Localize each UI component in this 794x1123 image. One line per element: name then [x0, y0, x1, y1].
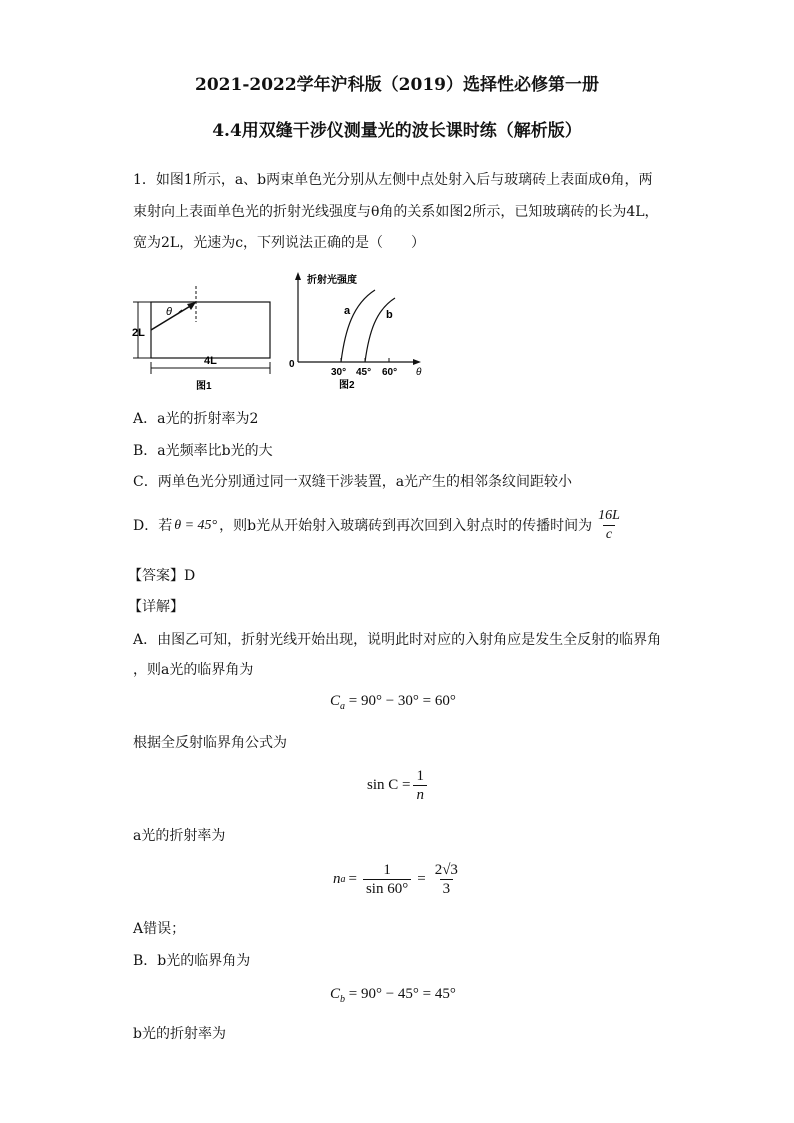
question-line-1: 1．如图1所示，a、b两束单色光分别从左侧中点处射入后与玻璃砖上表面成θ角，两 [133, 172, 653, 188]
theta-label: θ [166, 306, 172, 318]
length-label: 4L [204, 355, 217, 367]
curve-a-label: a [344, 305, 351, 317]
curve-b-label: b [386, 309, 393, 321]
tick-60: 60° [382, 367, 398, 378]
detail-label: 【详解】 [128, 599, 184, 615]
a-index-intro: a光的折射率为 [133, 828, 226, 844]
x-axis-label: θ [416, 367, 422, 378]
document-title: 2021-2022学年沪科版（2019）选择性必修第一册 [195, 75, 599, 95]
equation-sin-c: sin C = $\frac{1}{n}$ [367, 768, 430, 803]
a-wrong: A错误； [133, 921, 186, 937]
y-axis-label: 折射光强度 [307, 275, 357, 286]
option-d-prefix: D．若 [133, 517, 173, 534]
solution-a-line-2: ，则a光的临界角为 [133, 662, 254, 678]
option-d [133, 508, 626, 543]
origin-label: 0 [289, 359, 295, 370]
equation-critical-angle-b: $C_b = 90^\circ - 45^\circ = 45^\circ$ [330, 986, 456, 1005]
option-a: A．a光的折射率为2 [133, 411, 259, 427]
tick-45: 45° [356, 367, 372, 378]
curve-b [365, 298, 395, 362]
option-c: C．两单色光分别通过同一双缝干涉装置，a光产生的相邻条纹间距较小 [133, 474, 573, 490]
curve-a [341, 290, 375, 362]
option-b: B．a光频率比b光的大 [133, 443, 273, 459]
equation-critical-angle-a: $C_a = 90^\circ - 30^\circ = 60^\circ$ [330, 693, 456, 712]
figure-2-intensity-graph [285, 268, 435, 392]
option-d-fraction: $\frac{16L}{c}$ [598, 508, 620, 542]
document-subtitle: 4.4用双缝干涉仪测量光的波长课时练（解析版） [212, 121, 582, 141]
answer-label: 【答案】D [128, 568, 196, 584]
equation-index-a: n a = $\frac{1}{\sin 60^\circ}$ = $\frac{2√3}{3}$ [333, 862, 458, 897]
option-d-theta: θ = 45° [174, 517, 218, 533]
figure-1-glass-brick [130, 282, 280, 392]
option-d-text: ，则b光从开始射入玻璃砖到再次回到入射点时的传播时间为 [219, 517, 593, 534]
question-line-2: 束射向上表面单色光的折射光线强度与θ角的关系如图2所示，已知玻璃砖的长为4L， [133, 204, 659, 220]
solution-b-line-1: B．b光的临界角为 [133, 953, 251, 969]
question-line-3: 宽为2L，光速为c，下列说法正确的是（ ） [133, 235, 426, 251]
ray-arrowhead [187, 302, 196, 310]
width-label: 2L [132, 327, 145, 339]
b-index-intro: b光的折射率为 [133, 1026, 226, 1042]
tick-30: 30° [331, 367, 347, 378]
figure-2-caption: 图2 [339, 380, 355, 391]
figure-1-caption: 图1 [196, 381, 212, 392]
solution-a-line-1: A．由图乙可知，折射光线开始出现，说明此时对应的入射角应是发生全反射的临界角 [133, 632, 662, 648]
formula-intro: 根据全反射临界角公式为 [133, 735, 287, 751]
